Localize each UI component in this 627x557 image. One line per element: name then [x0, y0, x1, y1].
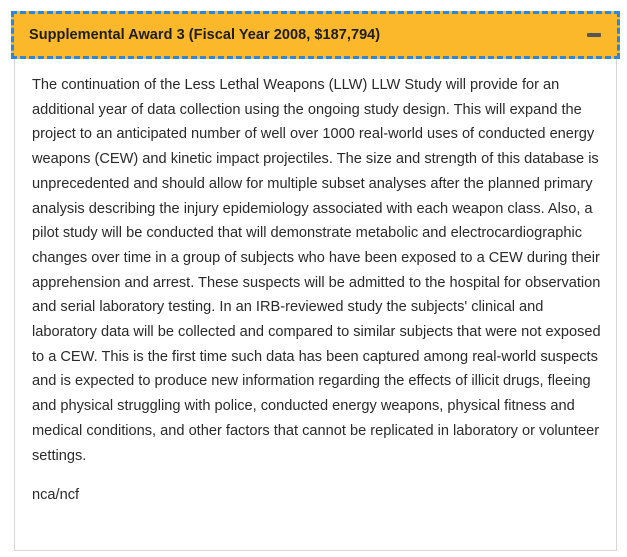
award-description: The continuation of the Less Lethal Weapons (LLW) LLW Study will provide for an additional year of data collection using the ongoing study design. This will expand the project to an anticipated number of well over 1000 real-world uses of conducted energy weapons (CEW) and kinetic impact projectiles. The size and strength of this database is unprecedented and should allow for multiple subset analyses after the planned primary analysis describing the injury epidemiology associated with each weapon class. Also, a pilot study will be conducted that will demonstrate metabolic and electrocardiographic changes over time in a group of subjects who have been exposed to a CEW during their apprehension and arrest. These suspects will be admitted to the hospital for observation and serial laboratory testing. In an IRB-reviewed study the subjects' clinical and laboratory data will be collected and compared to similar subjects that were not exposed to a CEW. This is the first time such data has been captured among real-world suspects and is expected to produce new information regarding the effects of illicit drugs, fleeing and physical struggling with police, conducted energy weapons, physical fitness and medical conditions, and other factors that cannot be replicated in laboratory or volunteer settings.: [32, 77, 601, 464]
accordion-body: [32, 73, 602, 507]
author-initials: nca/ncf: [32, 487, 80, 504]
supplemental-award-accordion: [14, 14, 617, 551]
accordion-title: Supplemental Award 3 (Fiscal Year 2008, $187,794): [29, 27, 381, 43]
minus-icon[interactable]: [585, 26, 603, 44]
accordion-header-toggle[interactable]: [11, 11, 620, 59]
